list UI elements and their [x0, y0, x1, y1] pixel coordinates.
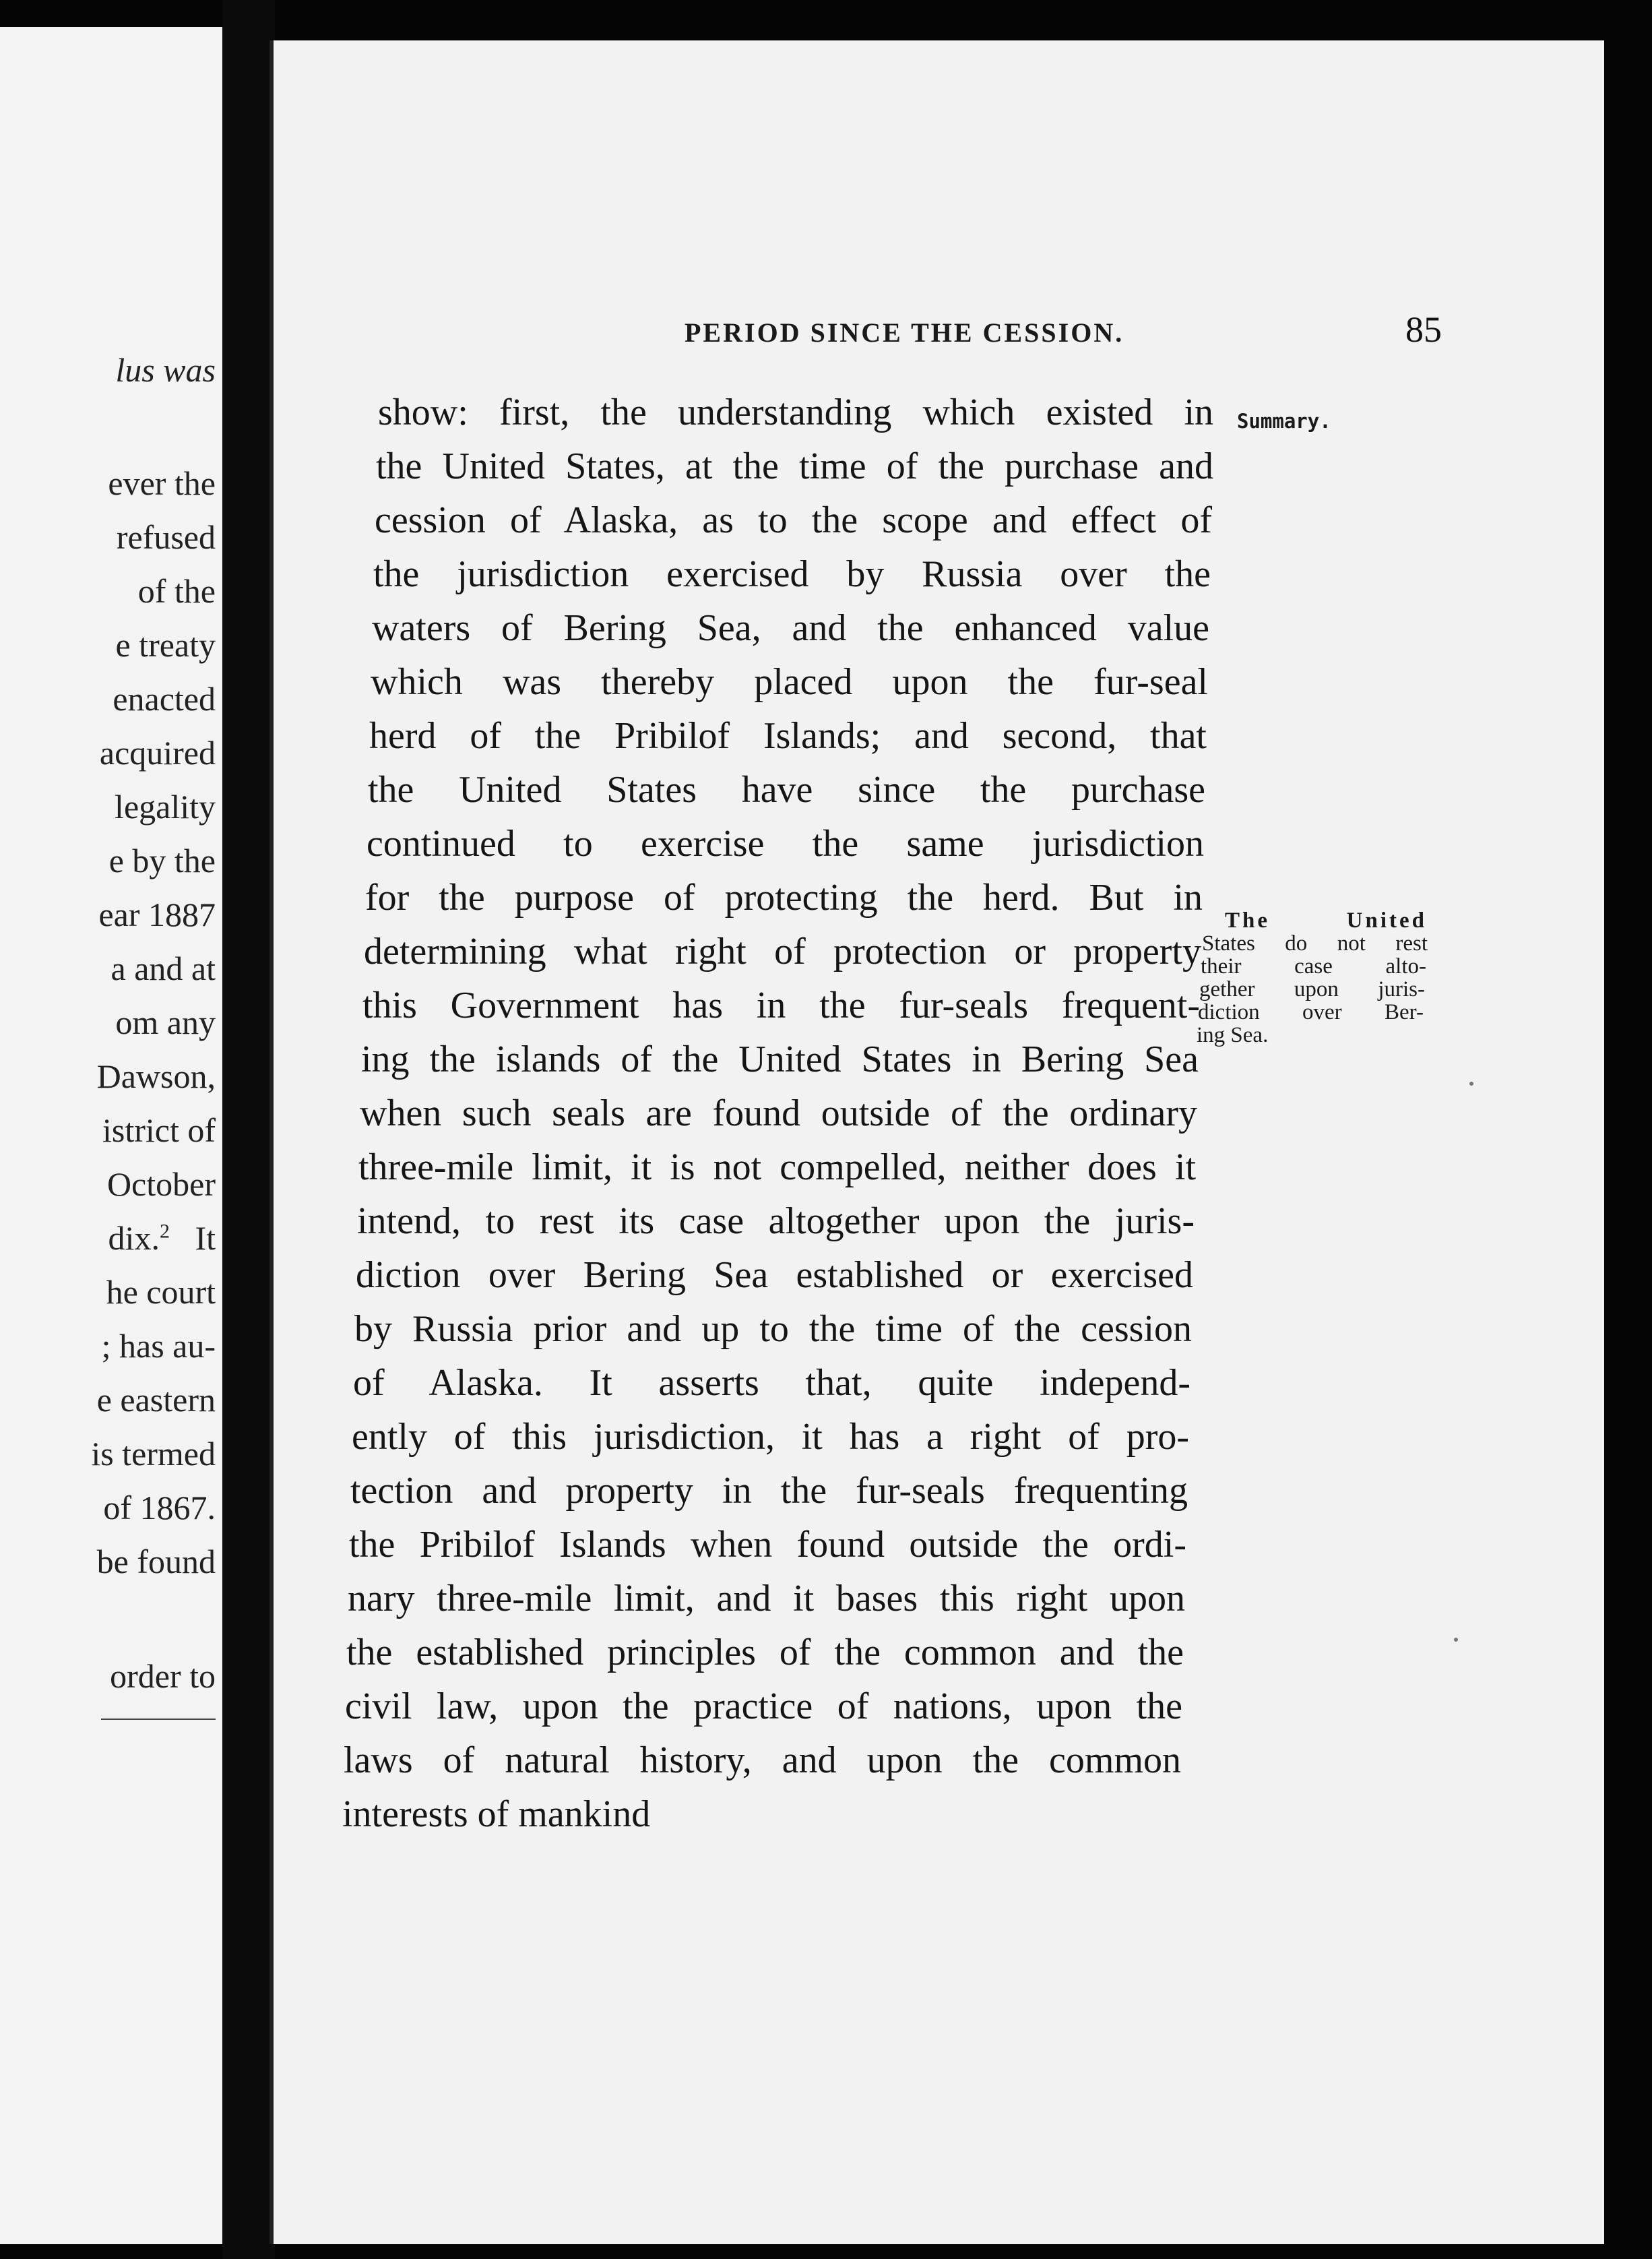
body-line-19: of Alaska. It asserts that, quite independ-	[353, 1362, 1190, 1404]
body-line-7: herd of the Pribilof Islands; and second, that	[369, 715, 1207, 757]
margin-note-line-3: their case alto-	[1201, 954, 1426, 979]
body-line-25: civil law, upon the practice of nations, upon the	[345, 1685, 1182, 1727]
body-line-20: ently of this jurisdiction, it has a right of pro-	[352, 1416, 1189, 1458]
left-line-6: enacted	[113, 680, 216, 718]
left-line-19: e eastern	[96, 1381, 216, 1419]
left-line-22: be found	[96, 1543, 216, 1580]
body-line-23: nary three-mile limit, and it bases this right upon	[348, 1578, 1185, 1619]
body-line-5: waters of Bering Sea, and the enhanced value	[372, 607, 1209, 649]
margin-note-line-6: ing Sea.	[1197, 1023, 1269, 1047]
left-line-10: ear 1887	[98, 896, 216, 933]
left-line-7: acquired	[99, 734, 216, 772]
body-line-12: this Government has in the fur-seals frequent-	[362, 985, 1200, 1026]
left-line-20: is termed	[91, 1435, 216, 1473]
scan-speck	[1454, 1638, 1458, 1642]
margin-note-summary: Summary.	[1237, 410, 1331, 433]
body-line-24: the established principles of the common and the	[346, 1632, 1184, 1673]
scan-speck	[1469, 1082, 1473, 1086]
margin-note-line-1: The United	[1225, 908, 1427, 933]
body-line-10: for the purpose of protecting the herd. But in	[365, 877, 1203, 919]
left-line-16	[108, 1218, 216, 1258]
body-line-13: ing the islands of the United States in Bering Sea	[361, 1039, 1199, 1080]
left-line-14: istrict of	[102, 1111, 216, 1149]
main-page	[269, 40, 1604, 2244]
left-line-11: a and at	[110, 950, 216, 987]
left-line-8: legality	[115, 788, 216, 826]
left-line-5: e treaty	[115, 626, 216, 664]
left-line-12: om any	[115, 1003, 216, 1041]
left-line-18: ; has au-	[101, 1327, 216, 1365]
margin-note-line-4: gether upon juris-	[1199, 977, 1425, 1001]
left-line-3: refused	[116, 518, 216, 556]
left-line-4: of the	[137, 572, 216, 610]
left-line-21: of 1867.	[103, 1489, 216, 1526]
left-line-17: he court	[106, 1273, 216, 1311]
body-line-9: continued to exercise the same jurisdiction	[367, 823, 1204, 865]
left-line-16-trailing: It	[195, 1219, 216, 1257]
body-line-3: cession of Alaska, as to the scope and effect of	[375, 499, 1212, 541]
left-line-16-text: dix.	[108, 1219, 160, 1257]
page-number: 85	[1405, 309, 1442, 350]
left-facing-page	[0, 27, 243, 2244]
left-line-15: October	[106, 1165, 216, 1203]
margin-note-line-2: States do not rest	[1202, 931, 1428, 956]
body-line-17: diction over Bering Sea established or exercised	[356, 1254, 1193, 1296]
left-footnote-rule	[101, 1719, 216, 1720]
running-title: PERIOD SINCE THE CESSION.	[685, 317, 1124, 348]
left-line-13: Dawson,	[96, 1057, 216, 1095]
body-line-21: tection and property in the fur-seals frequenting	[350, 1470, 1188, 1512]
body-line-4: the jurisdiction exercised by Russia over the	[373, 553, 1211, 595]
body-line-18: by Russia prior and up to the time of the cession	[354, 1308, 1192, 1350]
book-gutter	[222, 0, 275, 2259]
body-line-15: three-mile limit, it is not compelled, neither does it	[358, 1146, 1196, 1188]
left-line-23: order to	[110, 1657, 216, 1695]
body-line-6: which was thereby placed upon the fur-seal	[371, 661, 1208, 703]
body-line-8: the United States have since the purchase	[368, 769, 1205, 811]
left-line-9: e by the	[108, 842, 216, 879]
body-line-14: when such seals are found outside of the ordinary	[360, 1092, 1197, 1134]
body-line-22: the Pribilof Islands when found outside the ordi-	[349, 1524, 1186, 1566]
body-line-26: laws of natural history, and upon the common	[344, 1739, 1181, 1781]
margin-note-line-5: diction over Ber-	[1198, 1000, 1424, 1024]
body-line-2: the United States, at the time of the purchase and	[376, 445, 1213, 487]
body-line-16: intend, to rest its case altogether upon the juris-	[357, 1200, 1195, 1242]
left-line-2: ever the	[108, 464, 216, 502]
left-line-1: lus was	[115, 351, 216, 389]
body-line-27: interests of mankind	[342, 1793, 651, 1835]
body-line-11: determining what right of protection or property	[364, 931, 1201, 972]
body-line-1: show: first, the understanding which existed in	[378, 392, 1213, 433]
footnote-mark: 2	[159, 1220, 170, 1243]
